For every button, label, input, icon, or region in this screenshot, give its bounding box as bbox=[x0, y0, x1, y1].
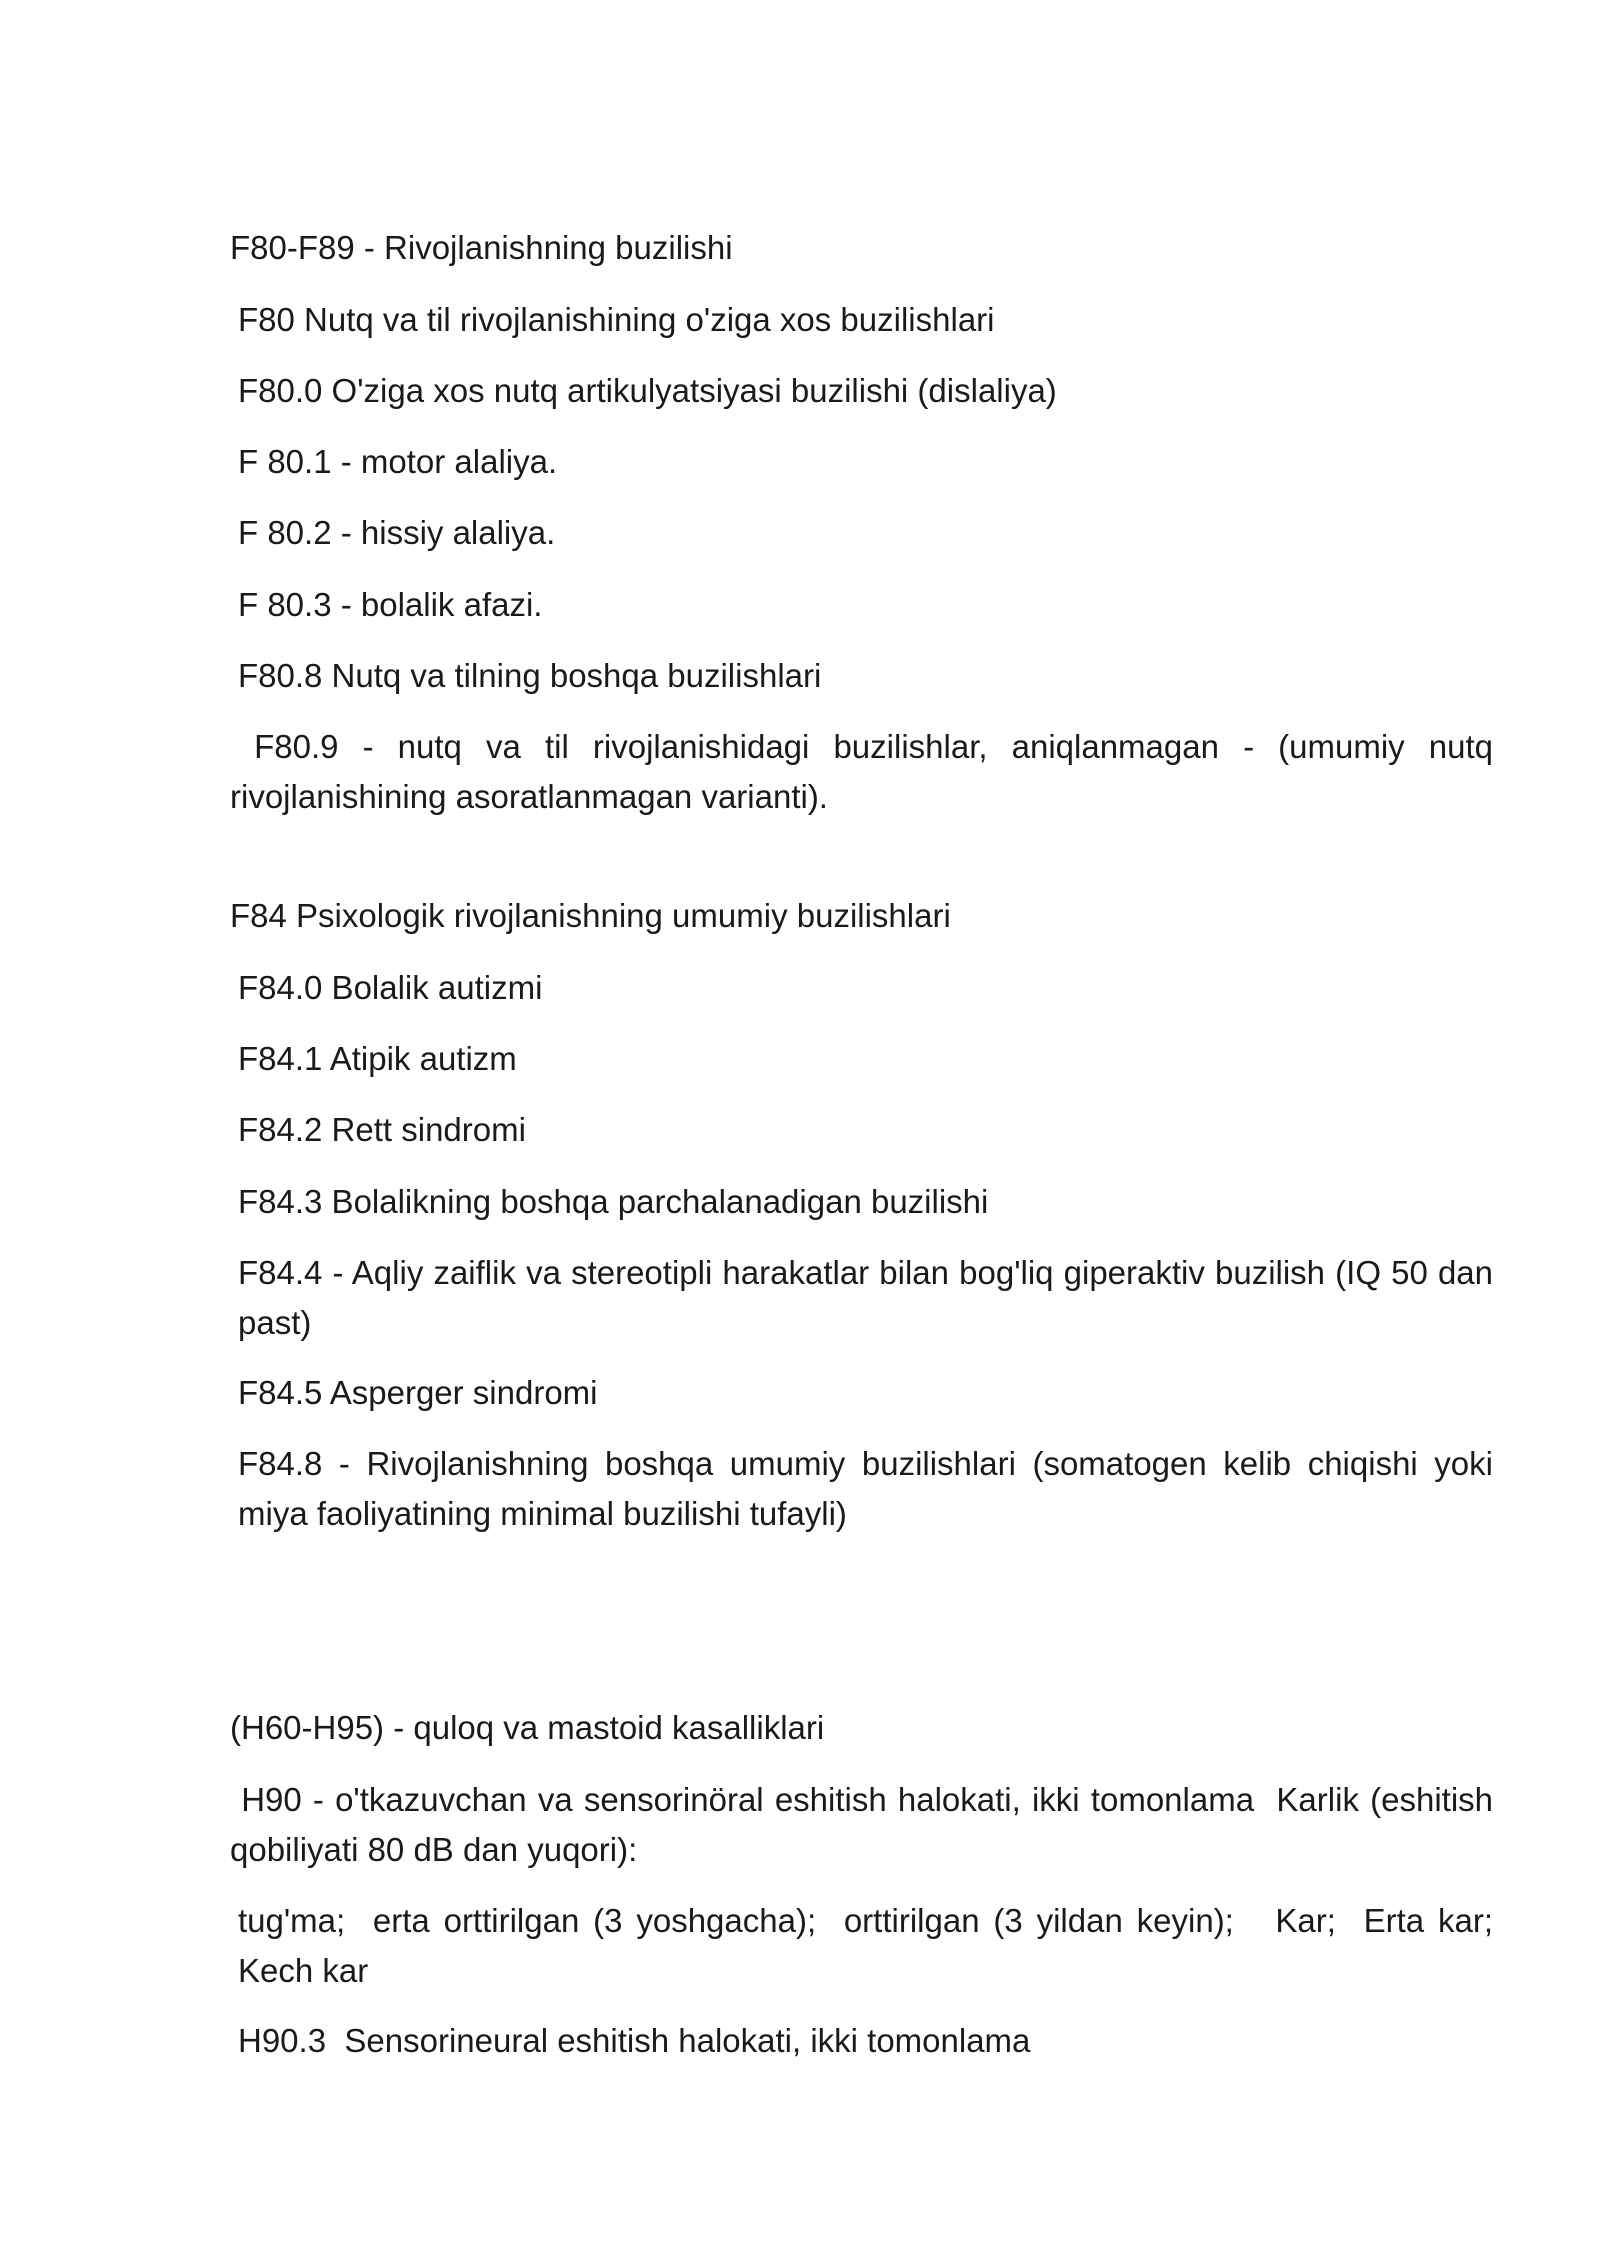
list-item-f80-2: F 80.2 - hissiy alaliya. bbox=[238, 514, 556, 551]
list-item-f80: F80 Nutq va til rivojlanishining o'ziga xos buzilishlari bbox=[238, 301, 995, 338]
list-item-f84-5: F84.5 Asperger sindromi bbox=[238, 1374, 598, 1411]
list-item-h90: H90 - o'tkazuvchan va sensorinöral eshitish halokati, ikki tomonlama Karlik (eshitish qobiliyati 80 dB dan yuqori): bbox=[230, 1781, 1503, 1868]
list-item-f84-0: F84.0 Bolalik autizmi bbox=[238, 969, 543, 1006]
section-heading-f80-f89: F80-F89 - Rivojlanishning buzilishi bbox=[230, 229, 733, 266]
list-item-f84-4: F84.4 - Aqliy zaiflik va stereotipli harakatlar bilan bog'liq giperaktiv buzilish (IQ 50 dan past) bbox=[238, 1254, 1493, 1341]
list-item-f84-2: F84.2 Rett sindromi bbox=[238, 1111, 526, 1148]
list-item-f80-9: F80.9 - nutq va til rivojlanishidagi buzilishlar, aniqlanmagan - (umumiy nutq rivojlanishining asoratlanmagan varianti). bbox=[230, 728, 1503, 815]
list-item-h90-3: H90.3 Sensorineural eshitish halokati, ikki tomonlama bbox=[238, 2022, 1031, 2059]
list-item-f84-8: F84.8 - Rivojlanishning boshqa umumiy buzilishlari (somatogen kelib chiqishi yoki miya faoliyatining minimal buzilishi tufayli) bbox=[238, 1445, 1493, 1532]
section-heading-f84: F84 Psixologik rivojlanishning umumiy buzilishlari bbox=[230, 897, 951, 934]
list-item-f80-0: F80.0 O'ziga xos nutq artikulyatsiyasi buzilishi (dislaliya) bbox=[238, 372, 1057, 409]
list-item-h90-types: tug'ma; erta orttirilgan (3 yoshgacha); orttirilgan (3 yildan keyin); Kar; Erta kar; Kech kar bbox=[238, 1902, 1512, 1989]
list-item-f80-3: F 80.3 - bolalik afazi. bbox=[238, 586, 543, 623]
list-item-f84-1: F84.1 Atipik autizm bbox=[238, 1040, 517, 1077]
list-item-f80-1: F 80.1 - motor alaliya. bbox=[238, 443, 558, 480]
list-item-f84-3: F84.3 Bolalikning boshqa parchalanadigan buzilishi bbox=[238, 1183, 989, 1220]
list-item-f80-8: F80.8 Nutq va tilning boshqa buzilishlari bbox=[238, 657, 822, 694]
section-heading-h60-h95: (H60-H95) - quloq va mastoid kasalliklari bbox=[230, 1709, 825, 1746]
